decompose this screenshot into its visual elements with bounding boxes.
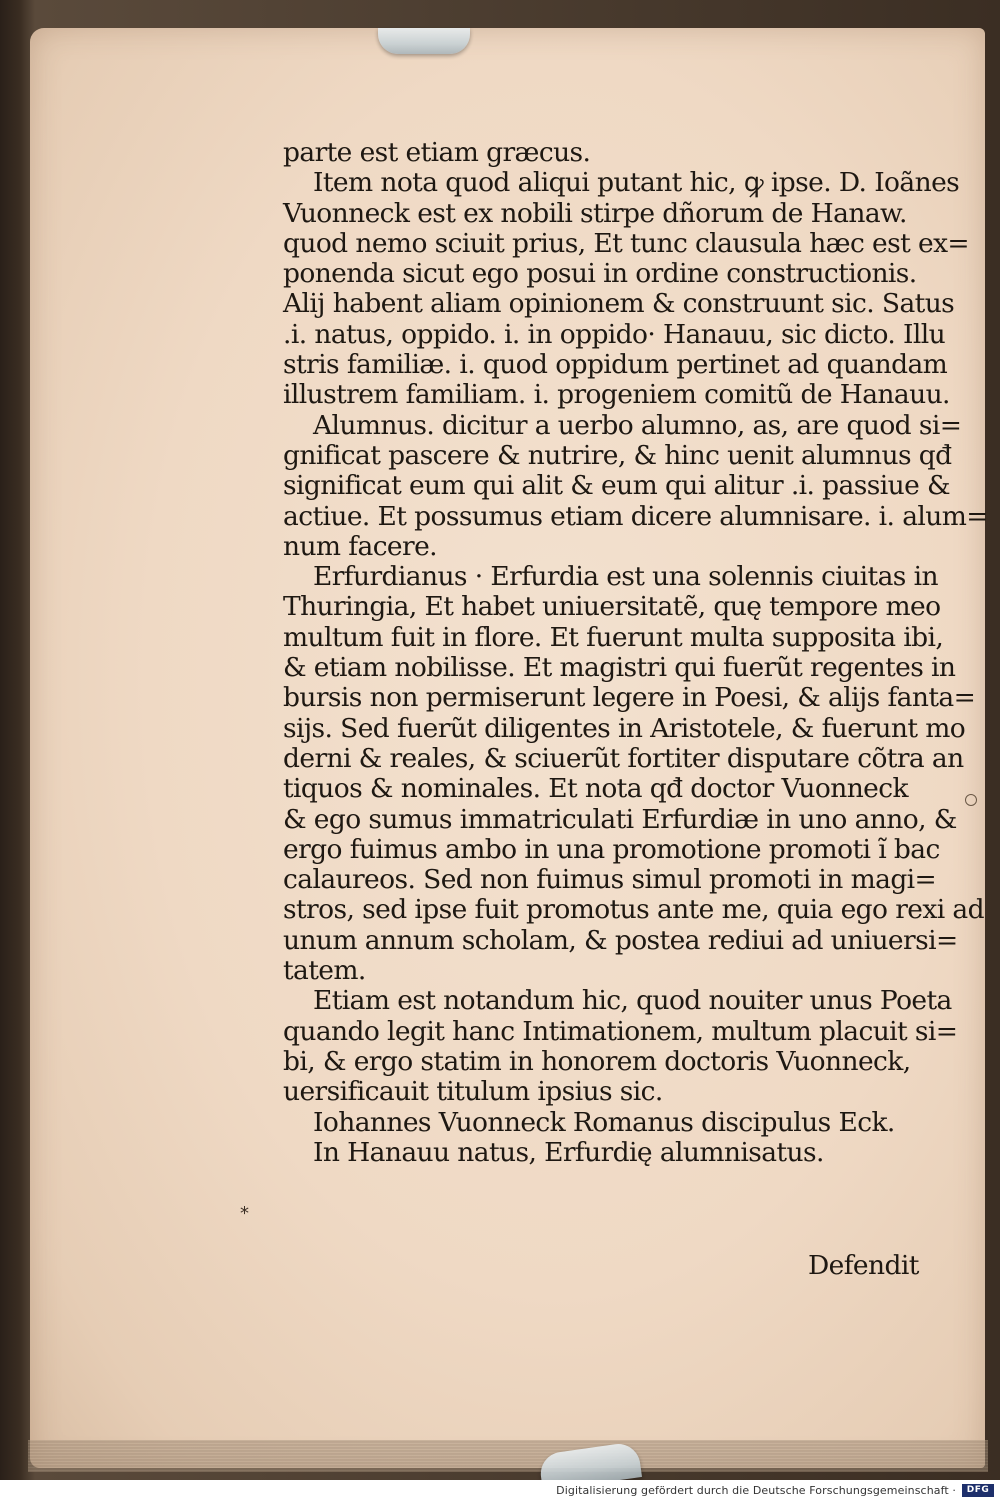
catchword: Defendit: [808, 1250, 919, 1281]
text-line: quod nemo sciuit prius, Et tunc clausula hæc est ex=: [283, 227, 970, 259]
page-edges: [28, 1440, 988, 1472]
top-page-clip: [378, 28, 470, 54]
text-line: tatem.: [283, 955, 366, 987]
text-line: significat eum qui alit & eum qui alitur .i. passiue &: [283, 470, 950, 502]
dfg-logo-icon: DFG: [962, 1484, 994, 1497]
text-line: illustrem familiam. i. progeniem comitũ de Hanauu.: [283, 379, 950, 411]
text-line: Alumnus. dicitur a uerbo alumno, as, are quod si=: [313, 409, 962, 441]
text-line: stros, sed ipse fuit promotus ante me, quia ego rexi ad: [283, 894, 984, 926]
text-line: num facere.: [283, 530, 437, 562]
text-line: & ego sumus immatriculati Erfurdiæ in uno anno, &: [283, 803, 957, 835]
text-line: bursis non permiserunt legere in Poesi, & alijs fanta=: [283, 682, 976, 714]
text-line: uersificauit titulum ipsius sic.: [283, 1076, 663, 1108]
text-line: Vuonneck est ex nobili stirpe dñorum de Hanaw.: [283, 197, 907, 229]
text-line: ponenda sicut ego posui in ordine constructionis.: [283, 258, 917, 290]
paper-hole: [965, 794, 977, 806]
footer-bar: [0, 1480, 1000, 1502]
text-line: Etiam est notandum hic, quod nouiter unus Poeta: [313, 985, 952, 1017]
text-line: Iohannes Vuonneck Romanus discipulus Eck.: [313, 1106, 895, 1138]
text-line: Item nota quod aliqui putant hic, ꝙ ipse. D. Ioãnes: [313, 167, 960, 199]
text-line: tiquos & nominales. Et nota qđ doctor Vuonneck: [283, 773, 908, 805]
text-line: sijs. Sed fuerũt diligentes in Aristotele, & fuerunt mo: [283, 712, 966, 744]
text-line: parte est etiam græcus.: [283, 137, 591, 168]
text-line: derni & reales, & sciuerũt fortiter disputare cõtra an: [283, 742, 964, 774]
page-text: [283, 137, 988, 1168]
funding-credit: Digitalisierung gefördert durch die Deutsche Forschungsgemeinschaft ·: [556, 1484, 956, 1497]
text-line: Alij habent aliam opinionem & construunt sic. Satus: [283, 288, 955, 320]
text-line: Erfurdianus · Erfurdia est una solennis ciuitas in: [313, 561, 938, 593]
text-line: quando legit hanc Intimationem, multum placuit si=: [283, 1015, 958, 1047]
margin-star-mark: *: [240, 1203, 249, 1224]
text-line: calaureos. Sed non fuimus simul promoti in magi=: [283, 864, 937, 896]
text-line: .i. natus, oppido. i. in oppido· Hanauu, sic dicto. Illu: [283, 318, 946, 350]
text-line: bi, & ergo statim in honorem doctoris Vuonneck,: [283, 1045, 911, 1077]
text-line: In Hanauu natus, Erfurdię alumnisatus.: [313, 1136, 824, 1168]
text-line: actiue. Et possumus etiam dicere alumnisare. i. alum=: [283, 500, 988, 532]
text-line: ergo fuimus ambo in una promotione promoti ĩ bac: [283, 833, 940, 865]
text-line: multum fuit in flore. Et fuerunt multa supposita ibi,: [283, 621, 944, 653]
text-line: & etiam nobilisse. Et magistri qui fuerũt regentes in: [283, 652, 956, 684]
text-line: gnificat pascere & nutrire, & hinc uenit alumnus qđ: [283, 439, 952, 471]
text-line: stris familiæ. i. quod oppidum pertinet ad quandam: [283, 349, 948, 381]
text-line: unum annum scholam, & postea rediui ad uniuersi=: [283, 924, 958, 956]
text-line: Thuringia, Et habet uniuersitatẽ, quę tempore meo: [283, 591, 941, 623]
